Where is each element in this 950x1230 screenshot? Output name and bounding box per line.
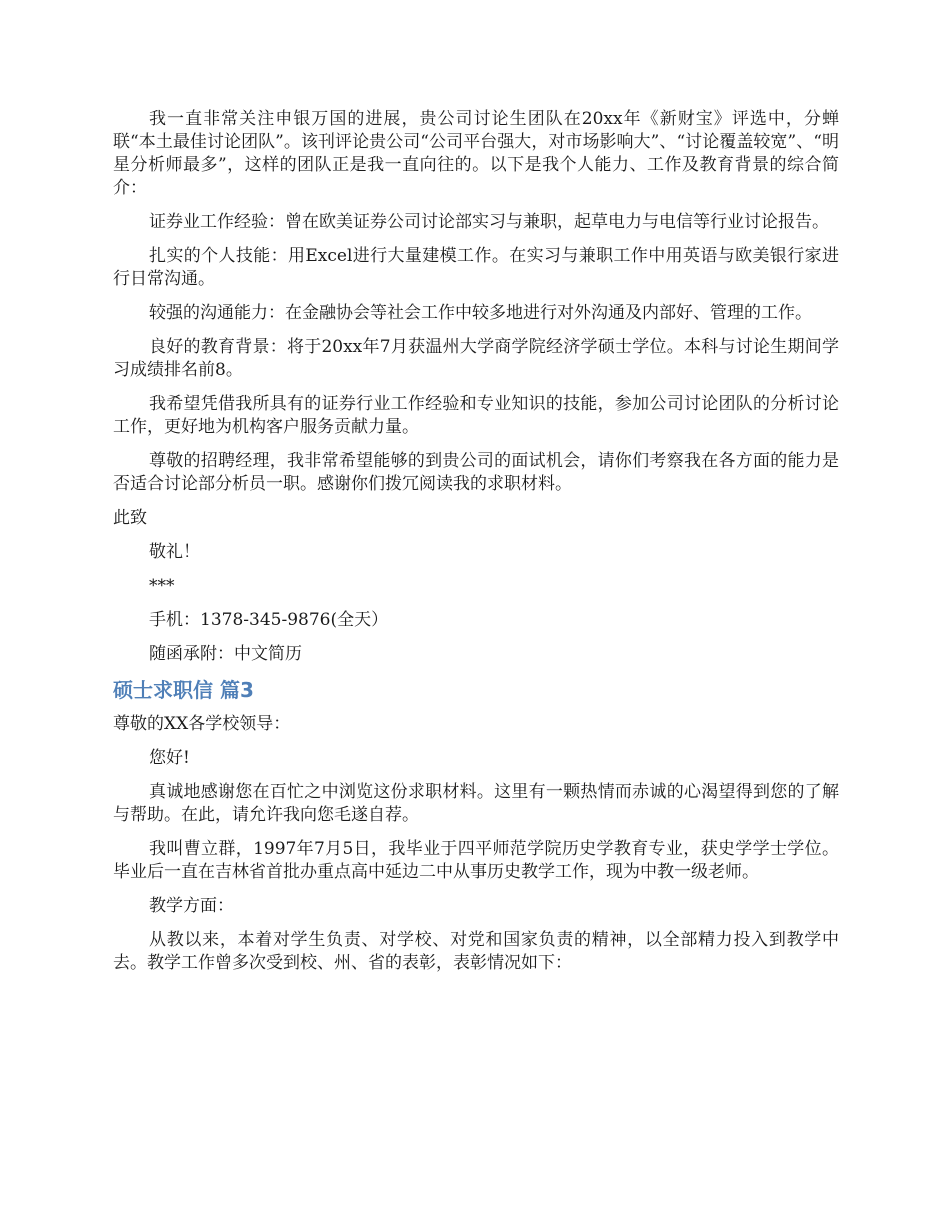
letter1-signature: *** [149, 576, 175, 596]
letter1-paragraph-3: 扎实的个人技能：用Excel进行大量建模工作。在实习与兼职工作中用英语与欧美银行家进行日常沟通。 [113, 246, 839, 289]
letter1-paragraph-2: 证券业工作经验：曾在欧美证券公司讨论部实习与兼职，起草电力与电信等行业讨论报告。 [149, 212, 829, 232]
letter1-paragraph-1: 我一直非常关注申银万国的进展，贵公司讨论生团队在20xx年《新财宝》评选中，分蝉联“本土最佳讨论团队”。该刊评论贵公司“公司平台强大，对市场影响大”、“讨论覆盖较宽”、“明星分析师最多”，这样的团队正是我一直向往的。以下是我个人能力、工作及教育背景的综合简介： [113, 109, 839, 198]
letter1-closing: 此致 [113, 508, 147, 528]
letter2-paragraph-4: 从教以来，本着对学生负责、对学校、对党和国家负责的精神，以全部精力投入到教学中去。教学工作曾多次受到校、州、省的表彰，表彰情况如下： [113, 930, 839, 973]
section-heading: 硕士求职信 篇3 [113, 678, 254, 702]
letter2-paragraph-3: 教学方面： [149, 896, 234, 916]
document-body [113, 108, 839, 986]
letter2-greeting: 尊敬的XX各学校领导： [113, 714, 291, 734]
letter1-paragraph-4: 较强的沟通能力：在金融协会等社会工作中较多地进行对外沟通及内部好、管理的工作。 [149, 303, 812, 323]
letter1-salute: 敬礼！ [149, 542, 200, 562]
letter2-paragraph-2: 我叫曹立群，1997年7月5日，我毕业于四平师范学院历史学教育专业，获史学学士学位。毕业后一直在吉林省首批办重点高中延边二中从事历史教学工作，现为中教一级老师。 [113, 839, 839, 882]
letter1-paragraph-7: 尊敬的招聘经理，我非常希望能够的到贵公司的面试机会，请你们考察我在各方面的能力是否适合讨论部分析员一职。感谢你们拨冗阅读我的求职材料。 [113, 451, 839, 494]
letter1-paragraph-5: 良好的教育背景：将于20xx年7月获温州大学商学院经济学硕士学位。本科与讨论生期间学习成绩排名前8。 [113, 337, 839, 380]
letter2-hello: 您好! [149, 748, 190, 768]
letter2-paragraph-1: 真诚地感谢您在百忙之中浏览这份求职材料。这里有一颗热情而赤诚的心渴望得到您的了解与帮助。在此，请允许我向您毛遂自荐。 [113, 782, 839, 825]
letter1-attachment: 随函承附：中文简历 [149, 644, 302, 664]
letter1-paragraph-6: 我希望凭借我所具有的证券行业工作经验和专业知识的技能，参加公司讨论团队的分析讨论工作，更好地为机构客户服务贡献力量。 [113, 394, 839, 437]
letter1-phone: 手机：1378-345-9876(全天） [149, 610, 389, 630]
